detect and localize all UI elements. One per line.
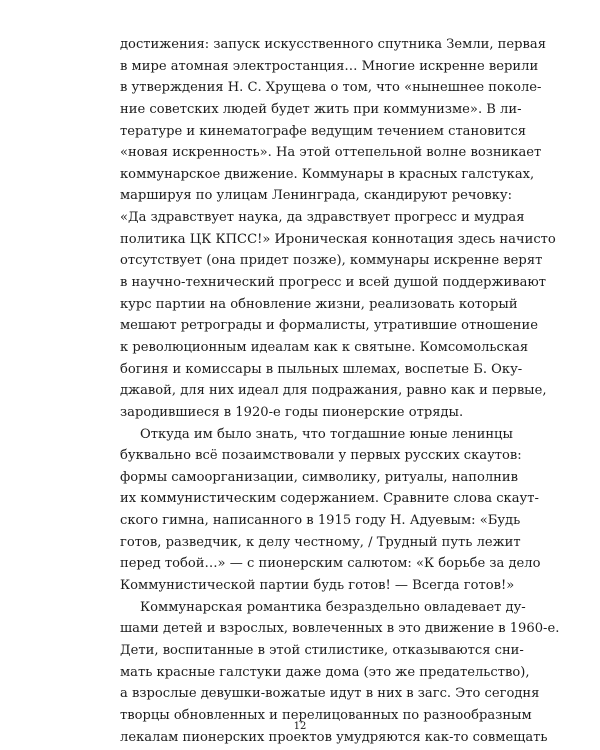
text-line: формы самоорганизации, символику, ритуалы, наполнив	[120, 469, 518, 485]
text-line: ние советских людей будет жить при коммунизме». В ли-	[120, 101, 522, 117]
text-line: «новая искренность». На этой оттепельной волне возникает	[120, 145, 542, 161]
text-line: перед тобой…» — с пионерским салютом: «К борьбе за дело	[120, 556, 541, 572]
text-line: мешают ретрограды и формалисты, утратившие отношение	[120, 318, 538, 334]
text-line: буквально всё позаимствовали у первых русских скаутов:	[120, 448, 522, 464]
text-line: маршируя по улицам Ленинграда, скандируют речовку:	[120, 188, 513, 204]
text-line: а взрослые девушки-вожатые идут в них в загс. Это сегодня	[120, 686, 540, 702]
paragraph	[120, 424, 541, 597]
text-line: Коммунистической партии будь готов! — Всегда готов!»	[120, 578, 515, 594]
text-line: к революционным идеалам как к святыне. Комсомольская	[120, 339, 529, 355]
text-line: достижения: запуск искусственного спутника Земли, первая	[120, 37, 546, 52]
text-line: Коммунарская романтика безраздельно овладевает ду-	[140, 599, 526, 615]
text-line: лекалам пионерских проектов умудряются как-то совмещать	[120, 729, 548, 745]
text-line: ского гимна, написанного в 1915 году Н. Адуевым: «Будь	[120, 513, 521, 529]
text-line: Откуда им было знать, что тогдашние юные ленинцы	[140, 426, 513, 442]
text-line: Дети, воспитанные в этой стилистике, отказываются сни-	[120, 642, 524, 658]
text-line: коммунарское движение. Коммунары в красных галстуках,	[120, 166, 535, 182]
text-line: политика ЦК КПСС!» Ироническая коннотация здесь начисто	[120, 231, 556, 247]
page-number: 12	[293, 721, 307, 732]
text-line: их коммунистическим содержанием. Сравните слова скаут-	[120, 491, 539, 507]
text-line: в утверждения Н. С. Хрущева о том, что «нынешнее поколе-	[120, 80, 542, 96]
text-line: готов, разведчик, к делу честному, / Трудный путь лежит	[120, 534, 521, 550]
text-line: в мире атомная электростанция… Многие искренне верили	[120, 58, 539, 74]
text-line: «Да здравствует наука, да здравствует прогресс и мудрая	[120, 210, 525, 226]
paragraph	[120, 34, 556, 424]
text-line: зародившиеся в 1920-е годы пионерские отряды.	[120, 404, 464, 420]
text-line: тературе и кинематографе ведущим течением становится	[120, 123, 527, 139]
text-line: творцы обновленных и перелицованных по разнообразным	[120, 707, 532, 723]
text-line: отсутствует (она придет позже), коммунары искренне верят	[120, 253, 543, 269]
body-text	[120, 34, 560, 748]
text-line: богиня и комиссары в пыльных шлемах, воспетые Б. Оку-	[120, 361, 523, 377]
text-line: в научно-технический прогресс и всей душой поддерживают	[120, 275, 547, 291]
text-line: мать красные галстуки даже дома (это же предательство),	[120, 664, 530, 680]
text-line: шами детей и взрослых, вовлеченных в это движение в 1960-е.	[120, 621, 560, 637]
text-line: курс партии на обновление жизни, реализовать который	[120, 296, 518, 312]
text-line: джавой, для них идеал для подражания, равно как и первые,	[120, 383, 547, 399]
